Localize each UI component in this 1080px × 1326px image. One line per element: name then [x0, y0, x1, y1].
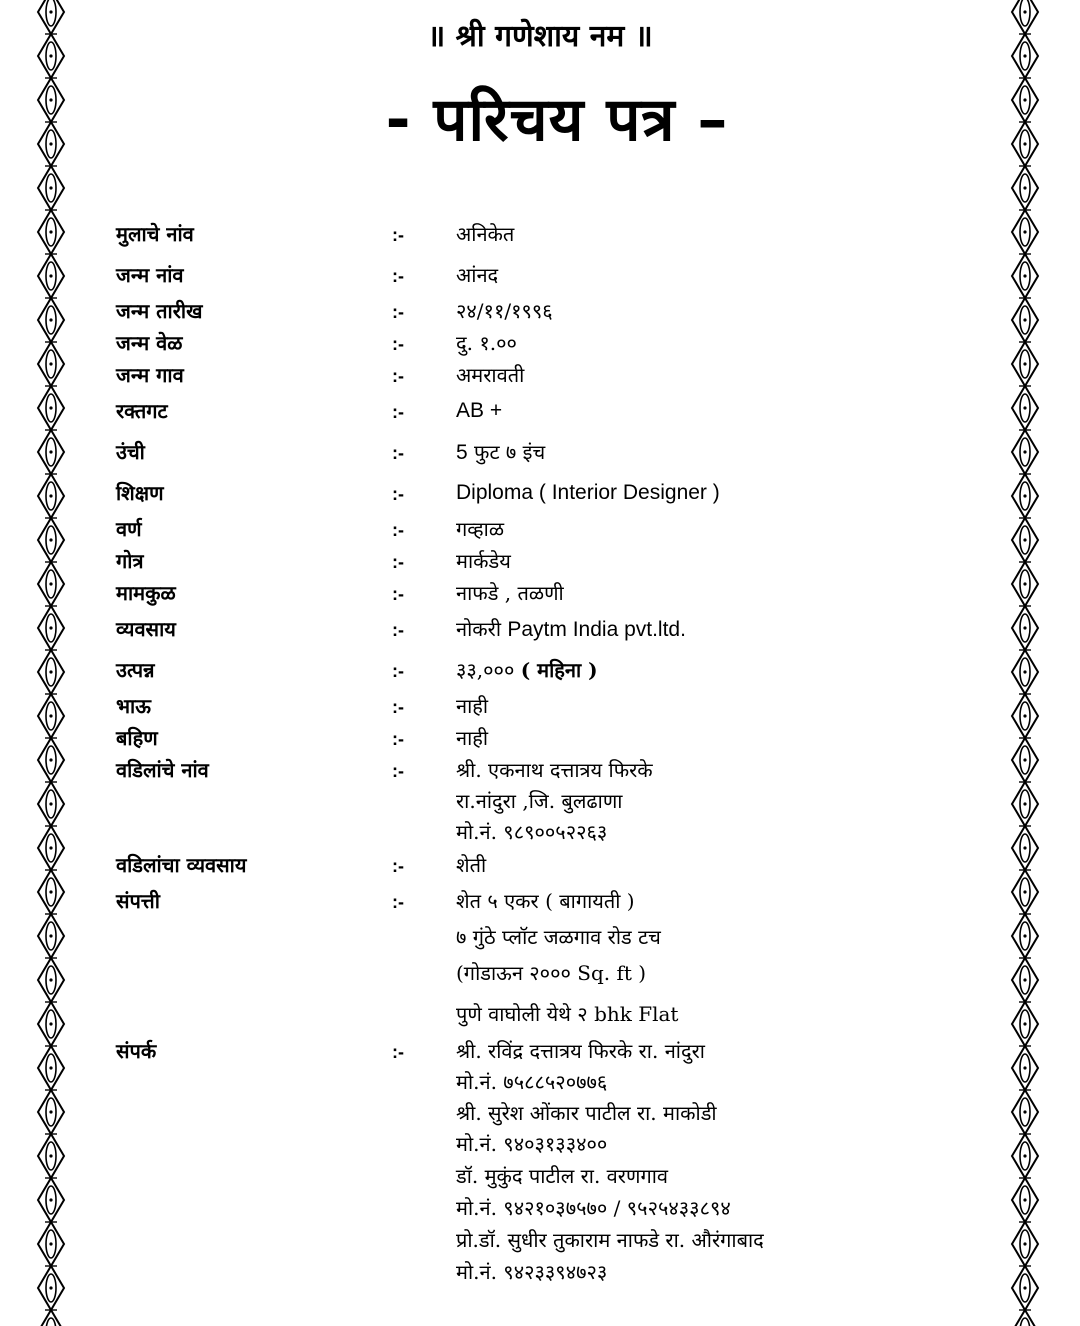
- border-dot: [1023, 582, 1026, 585]
- field-label-occupation: व्यवसाय: [116, 617, 176, 641]
- border-dot: [1023, 538, 1026, 541]
- field-value-brother: नाही: [456, 694, 489, 718]
- border-dot: [49, 934, 52, 937]
- border-dot: [1023, 934, 1026, 937]
- border-dot: [49, 846, 52, 849]
- field-value-boy-name: अनिकेत: [456, 222, 515, 246]
- border-dot: [49, 626, 52, 629]
- field-separator: :-: [392, 697, 404, 717]
- field-separator: :-: [392, 225, 404, 245]
- height-feet-value: 5: [456, 441, 468, 464]
- border-dot: [1023, 494, 1026, 497]
- border-dot: [1023, 714, 1026, 717]
- father-name-line: श्री. एकनाथ दत्तात्रय फिरके: [456, 758, 653, 782]
- field-label-contact: संपर्क: [116, 1039, 157, 1063]
- field-separator: :-: [392, 661, 404, 681]
- field-label-birth-date: जन्म तारीख: [116, 299, 203, 323]
- field-value-birth-place: अमरावती: [456, 363, 525, 387]
- border-dot: [1023, 186, 1026, 189]
- border-dot: [49, 758, 52, 761]
- border-dot: [1023, 406, 1026, 409]
- border-dot: [49, 1110, 52, 1113]
- field-separator: :-: [392, 761, 404, 781]
- occupation-type-value: नोकरी: [456, 617, 508, 641]
- border-dot: [49, 230, 52, 233]
- border-dot: [49, 1242, 52, 1245]
- field-label-birth-place: जन्म गाव: [116, 363, 184, 387]
- field-separator: :-: [392, 484, 404, 504]
- contact-line: मो.नं. ७५८८५२०७७६: [456, 1070, 608, 1094]
- field-label-brother: भाऊ: [116, 694, 151, 718]
- income-period-value: ( महिना ): [520, 658, 598, 682]
- border-dot: [1023, 846, 1026, 849]
- border-dot: [49, 538, 52, 541]
- field-label-income: उत्पन्न: [116, 658, 155, 682]
- field-separator: :-: [392, 266, 404, 286]
- border-dot: [1023, 670, 1026, 673]
- border-dot: [1023, 1110, 1026, 1113]
- border-dot: [1023, 890, 1026, 893]
- border-dot: [1023, 802, 1026, 805]
- field-label-boy-name: मुलाचे नांव: [116, 222, 194, 246]
- field-value-birth-date: २४/११/१९९६: [456, 299, 553, 323]
- border-dot: [49, 318, 52, 321]
- field-label-height: उंची: [116, 440, 145, 464]
- invocation-heading: ॥ श्री गणेशाय नम ॥: [427, 19, 653, 54]
- contact-line: मो.नं. ९४२३३९४७२३: [456, 1260, 608, 1284]
- left-decorative-border: [36, 0, 66, 1326]
- field-separator: :-: [392, 729, 404, 749]
- occupation-employer-value: Paytm India pvt.ltd.: [507, 618, 686, 641]
- field-value-birth-name: आंनद: [456, 263, 499, 287]
- contact-line: मो.नं. ९४२१०३७५७० / ९५२५४३३८९४: [456, 1196, 731, 1220]
- field-value-birth-time: दु. १.००: [456, 331, 517, 355]
- border-dot: [49, 1154, 52, 1157]
- field-separator: :-: [392, 552, 404, 572]
- field-separator: :-: [392, 402, 404, 422]
- field-value-sister: नाही: [456, 726, 489, 750]
- property-line-godown: (गोडाऊन २००० Sq. ft ): [456, 961, 647, 985]
- border-dot: [49, 186, 52, 189]
- field-label-property: संपत्ती: [116, 889, 160, 913]
- field-separator: :-: [392, 334, 404, 354]
- field-label-blood-group: रक्तगट: [116, 399, 168, 423]
- field-label-complexion: वर्ण: [116, 517, 142, 541]
- property-line-plot: ७ गुंठे प्लॉट जळगाव रोड टच: [456, 925, 661, 949]
- border-dot: [1023, 318, 1026, 321]
- field-label-father-occupation: वडिलांचा व्यवसाय: [116, 853, 247, 877]
- border-dot: [49, 582, 52, 585]
- field-separator: :-: [392, 443, 404, 463]
- height-rest-value: फुट ७ इंच: [467, 440, 546, 464]
- field-separator: :-: [392, 892, 404, 912]
- border-dot: [49, 450, 52, 453]
- border-dot: [49, 1022, 52, 1025]
- border-dot: [49, 714, 52, 717]
- father-address-line: रा.नांदुरा ,जि. बुलढाणा: [456, 789, 623, 813]
- father-phone-line: मो.नं. ९८९००५२२६३: [456, 820, 608, 844]
- field-value-blood-group: AB +: [456, 399, 503, 422]
- contact-line: प्रो.डॉ. सुधीर तुकाराम नाफडे रा. औरंगाबाद: [456, 1228, 764, 1252]
- border-dot: [1023, 1242, 1026, 1245]
- border-dot: [49, 406, 52, 409]
- border-link: [1020, 1318, 1030, 1326]
- contact-line: श्री. सुरेश ओंकार पाटील रा. माकोडी: [456, 1101, 717, 1125]
- border-dot: [1023, 978, 1026, 981]
- field-value-father-occupation: शेती: [456, 853, 487, 877]
- border-dot: [1023, 1154, 1026, 1157]
- field-label-father-name: वडिलांचे नांव: [116, 758, 209, 782]
- field-value-education: Diploma ( Interior Designer ): [456, 481, 720, 504]
- border-dot: [1023, 1198, 1026, 1201]
- border-dot: [49, 362, 52, 365]
- field-label-gotra: गोत्र: [116, 549, 144, 573]
- border-link: [46, 1318, 56, 1326]
- property-line-flat: पुणे वाघोली येथे २ bhk Flat: [456, 1002, 679, 1026]
- border-dot: [49, 670, 52, 673]
- border-dot: [1023, 362, 1026, 365]
- border-dot: [49, 1198, 52, 1201]
- field-separator: :-: [392, 302, 404, 322]
- border-dot: [49, 494, 52, 497]
- income-amount-value: ३३,०००: [456, 658, 521, 682]
- field-label-education: शिक्षण: [116, 481, 164, 505]
- field-label-birth-name: जन्म नांव: [116, 263, 184, 287]
- field-value-income: [456, 658, 598, 682]
- right-decorative-border: [1010, 0, 1040, 1326]
- field-separator: :-: [392, 366, 404, 386]
- border-dot: [1023, 230, 1026, 233]
- border-dot: [1023, 1022, 1026, 1025]
- contact-line: मो.नं. ९४०३१३३४००: [456, 1132, 608, 1156]
- contact-line: डॉ. मुकुंद पाटील रा. वरणगाव: [456, 1164, 669, 1188]
- field-separator: :-: [392, 584, 404, 604]
- border-dot: [49, 274, 52, 277]
- border-dot: [1023, 626, 1026, 629]
- page-title: - परिचय पत्र –: [385, 85, 729, 155]
- field-value-gotra: मार्कडेय: [456, 549, 511, 573]
- field-separator: :-: [392, 856, 404, 876]
- field-value-height: [456, 440, 545, 465]
- property-line-farm: शेत ५ एकर ( बागायती ): [456, 889, 635, 913]
- border-dot: [1023, 450, 1026, 453]
- contact-line: श्री. रविंद्र दत्तात्रय फिरके रा. नांदुरा: [456, 1039, 705, 1063]
- border-dot: [49, 802, 52, 805]
- field-separator: :-: [392, 620, 404, 640]
- border-dot: [49, 978, 52, 981]
- field-separator: :-: [392, 520, 404, 540]
- border-dot: [1023, 274, 1026, 277]
- field-value-occupation: [456, 617, 686, 642]
- border-dot: [1023, 1066, 1026, 1069]
- border-dot: [49, 1066, 52, 1069]
- border-dot: [1023, 1286, 1026, 1289]
- field-label-birth-time: जन्म वेळ: [116, 331, 183, 355]
- border-dot: [1023, 758, 1026, 761]
- field-value-maternal-family: नाफडे , तळणी: [456, 581, 564, 605]
- field-label-maternal-family: मामकुळ: [116, 581, 176, 605]
- field-separator: :-: [392, 1042, 404, 1062]
- field-value-complexion: गव्हाळ: [456, 517, 505, 541]
- border-dot: [49, 1286, 52, 1289]
- border-dot: [49, 890, 52, 893]
- field-label-sister: बहिण: [116, 726, 158, 750]
